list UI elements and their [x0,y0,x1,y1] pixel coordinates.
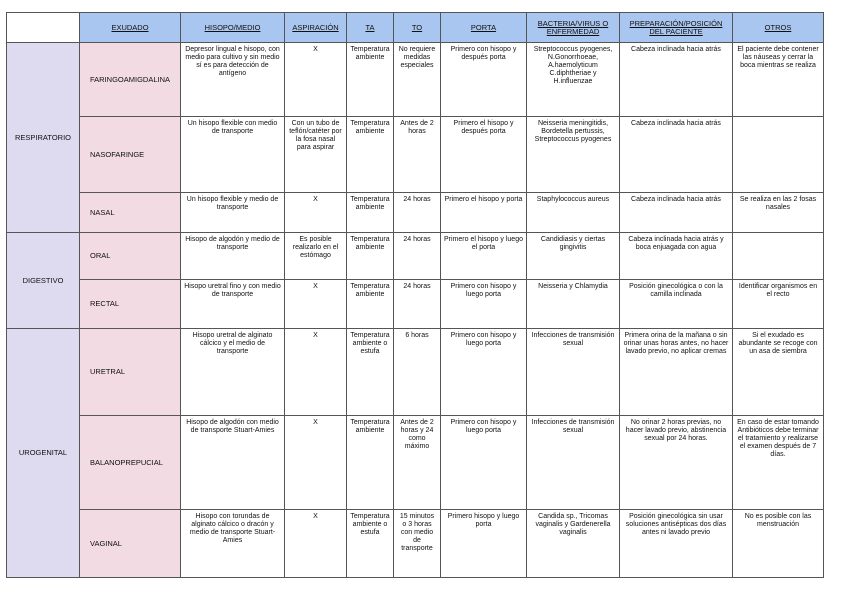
table-row [7,329,824,416]
col-header-preparacion: PREPARACIÓN/POSICIÓN DEL PACIENTE [620,13,733,43]
hisopo-cell: Hisopo uretral de alginato cálcico y el medio de transporte [181,329,285,416]
group-urogenital: UROGENITAL [7,329,80,578]
preparacion-cell: Cabeza inclinada hacia atrás y boca enjuagada con agua [620,233,733,280]
col-header-porta: PORTA [441,13,527,43]
to-cell: 24 horas [394,280,441,329]
site-cell: ORAL [80,233,181,280]
preparacion-cell: Posición ginecológica sin usar soluciones antisépticas dos días antes ni lavado previo [620,510,733,578]
bacteria-cell: Infecciones de transmisión sexual [527,329,620,416]
table-row [7,510,824,578]
exudado-table [6,12,824,578]
otros-cell [733,117,824,193]
bacteria-cell: Candidiasis y ciertas gingivitis [527,233,620,280]
hisopo-cell: Un hisopo flexible con medio de transporte [181,117,285,193]
table-row [7,43,824,117]
ta-cell: Temperatura ambiente o estufa [347,329,394,416]
site-cell: URETRAL [80,329,181,416]
site-cell: NASOFARINGE [80,117,181,193]
site-cell: BALANOPREPUCIAL [80,416,181,510]
col-header-hisopo: HISOPO/MEDIO [181,13,285,43]
hisopo-cell: Hisopo con torundas de alginato cálcico o dracón y medio de transporte Stuart-Amies [181,510,285,578]
porta-cell: Primero el hisopo y porta [441,193,527,233]
otros-cell [733,233,824,280]
table-container [6,12,824,578]
to-cell: 15 minutos o 3 horas con medio de transporte [394,510,441,578]
ta-cell: Temperatura ambiente [347,233,394,280]
ta-cell: Temperatura ambiente [347,193,394,233]
porta-cell: Primero el hisopo y después porta [441,117,527,193]
bacteria-cell: Neisseria meningitidis, Bordetella pertussis, Streptococcus pyogenes [527,117,620,193]
otros-cell: No es posible con las menstruación [733,510,824,578]
bacteria-cell: Neisseria y Chlamydia [527,280,620,329]
otros-cell: Si el exudado es abundante se recoge con un asa de siembra [733,329,824,416]
bacteria-cell: Candida sp., Tricomas vaginalis y Gardenerella vaginalis [527,510,620,578]
porta-cell: Primero hisopo y luego porta [441,510,527,578]
site-cell: VAGINAL [80,510,181,578]
otros-cell: En caso de estar tomando Antibióticos debe terminar el tratamiento y realizarse el examen después de 7 días. [733,416,824,510]
preparacion-cell: No orinar 2 horas previas, no hacer lavado previo, abstinencia sexual por 24 horas. [620,416,733,510]
group-digestivo: DIGESTIVO [7,233,80,329]
table-row [7,193,824,233]
porta-cell: Primero con hisopo y después porta [441,43,527,117]
porta-cell: Primero con hisopo y luego porta [441,416,527,510]
aspiracion-cell: X [285,329,347,416]
to-cell: 24 horas [394,233,441,280]
aspiracion-cell: Con un tubo de teflón/catéter por la fosa nasal para aspirar [285,117,347,193]
site-cell: FARINGOAMIGDALINA [80,43,181,117]
hisopo-cell: Un hisopo flexible y medio de transporte [181,193,285,233]
preparacion-cell: Cabeza inclinada hacia atrás [620,117,733,193]
header-row [7,13,824,43]
ta-cell: Temperatura ambiente [347,43,394,117]
bacteria-cell: Staphylococcus aureus [527,193,620,233]
aspiracion-cell: X [285,43,347,117]
col-header-aspiracion: ASPIRACIÓN [285,13,347,43]
aspiracion-cell: Es posible realizarlo en el estómago [285,233,347,280]
otros-cell: El paciente debe contener las náuseas y cerrar la boca mientras se realiza [733,43,824,117]
aspiracion-cell: X [285,510,347,578]
table-row [7,280,824,329]
table-row [7,416,824,510]
group-respiratorio: RESPIRATORIO [7,43,80,233]
aspiracion-cell: X [285,193,347,233]
preparacion-cell: Posición ginecológica o con la camilla inclinada [620,280,733,329]
ta-cell: Temperatura ambiente o estufa [347,510,394,578]
table-row [7,233,824,280]
preparacion-cell: Cabeza inclinada hacia atrás [620,193,733,233]
ta-cell: Temperatura ambiente [347,117,394,193]
col-header-exudado: EXUDADO [80,13,181,43]
to-cell: Antes de 2 horas [394,117,441,193]
col-header-to: TO [394,13,441,43]
col-header-bacteria: BACTERIA/VIRUS O ENFERMEDAD [527,13,620,43]
aspiracion-cell: X [285,416,347,510]
ta-cell: Temperatura ambiente [347,280,394,329]
to-cell: Antes de 2 horas y 24 como máximo [394,416,441,510]
bacteria-cell: Infecciones de transmisión sexual [527,416,620,510]
otros-cell: Se realiza en las 2 fosas nasales [733,193,824,233]
aspiracion-cell: X [285,280,347,329]
hisopo-cell: Hisopo uretral fino y con medio de transporte [181,280,285,329]
porta-cell: Primero el hisopo y luego el porta [441,233,527,280]
col-header-otros: OTROS [733,13,824,43]
porta-cell: Primero con hisopo y luego porta [441,329,527,416]
porta-cell: Primero con hisopo y luego porta [441,280,527,329]
hisopo-cell: Hisopo de algodón con medio de transporte Stuart-Amies [181,416,285,510]
site-cell: NASAL [80,193,181,233]
to-cell: 6 horas [394,329,441,416]
site-cell: RECTAL [80,280,181,329]
to-cell: No requiere medidas especiales [394,43,441,117]
otros-cell: Identificar organismos en el recto [733,280,824,329]
hisopo-cell: Depresor lingual e hisopo, con medio para cultivo y sin medio sí es para detección de antígeno [181,43,285,117]
col-header-ta: TA [347,13,394,43]
ta-cell: Temperatura ambiente [347,416,394,510]
table-row [7,117,824,193]
preparacion-cell: Primera orina de la mañana o sin orinar unas horas antes, no hacer lavado previo, no aplicar cremas [620,329,733,416]
corner-cell [7,13,80,43]
bacteria-cell: Streptococcus pyogenes, N.Gonorrhoeae, A.haemolyticum C.diphtheriae y H.influenzae [527,43,620,117]
preparacion-cell: Cabeza inclinada hacia atrás [620,43,733,117]
hisopo-cell: Hisopo de algodón y medio de transporte [181,233,285,280]
to-cell: 24 horas [394,193,441,233]
